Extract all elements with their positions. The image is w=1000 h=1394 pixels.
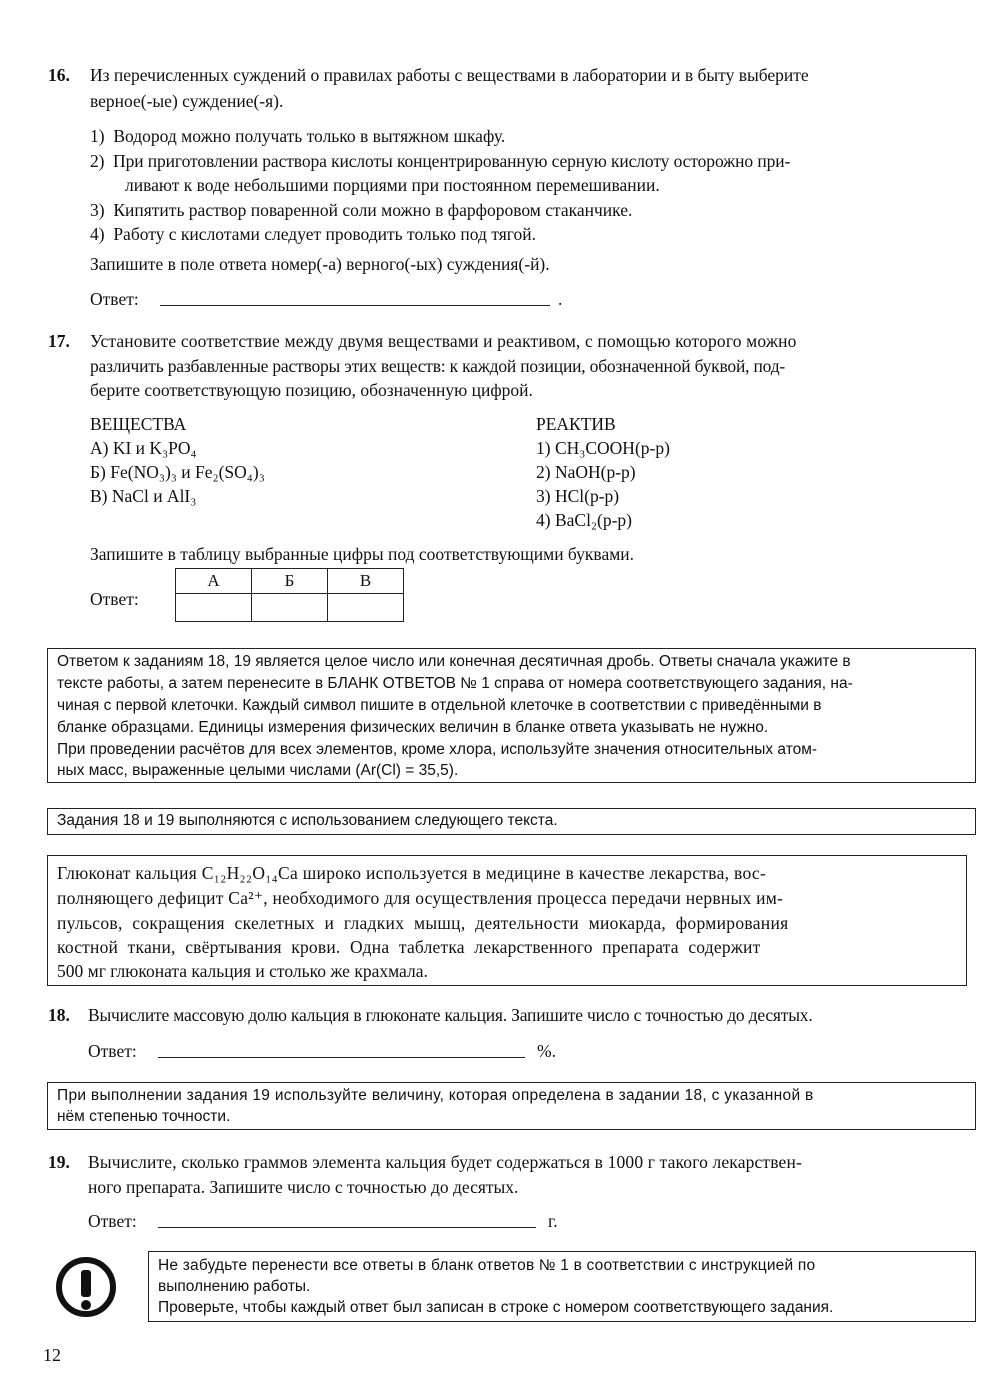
- q17-table-header-a: А: [176, 569, 252, 594]
- q19-answer-suffix: г.: [548, 1211, 558, 1231]
- q17-stem-line-1: Установите соответствие между двумя веществами и реактивом, с помощью которого можно: [90, 331, 797, 351]
- q16-option-1: 1) Водород можно получать только в вытяжном шкафу.: [90, 126, 506, 146]
- q17-stem-line-3: берите соответствующую позицию, обозначенную цифрой.: [90, 380, 533, 400]
- q17-reagents-header: РЕАКТИВ: [536, 414, 616, 434]
- q19-answer-field[interactable]: [158, 1227, 536, 1228]
- q17-substance-a: А) KI и K₃PO₄: [90, 438, 197, 458]
- q17-answer-cell-b[interactable]: [252, 594, 328, 622]
- q19-stem-line-2: ного препарата. Запишите число с точностью до десятых.: [88, 1177, 519, 1197]
- q18-stem: Вычислите массовую долю кальция в глюконате кальция. Запишите число с точностью до десятых.: [88, 1005, 813, 1025]
- q17-substance-b: Б) Fe(NO₃)₃ и Fe₂(SO₄)₃: [90, 462, 265, 482]
- q16-option-4: 4) Работу с кислотами следует проводить только под тягой.: [90, 224, 537, 244]
- q17-number: 17.: [48, 331, 70, 351]
- page-number: 12: [43, 1345, 61, 1365]
- info-box-3-line-2: нём степенью точности.: [57, 1108, 231, 1125]
- reminder-line-2: выполнению работы.: [158, 1278, 311, 1295]
- text-box-line-1: Глюконат кальция C₁₂H₂₂O₁₄Ca широко используется в медицине в качестве лекарства, вос-: [57, 863, 767, 883]
- q17-stem-line-2: различить разбавленные растворы этих веществ: к каждой позиции, обозначенной буквой, под-: [90, 356, 786, 376]
- q17-answer-cell-a[interactable]: [176, 594, 252, 622]
- reminder-line-3: Проверьте, чтобы каждый ответ был записан в строке с номером соответствующего задания.: [158, 1299, 834, 1316]
- reminder-line-1: Не забудьте перенести все ответы в бланк ответов № 1 в соответствии с инструкцией по: [158, 1257, 816, 1274]
- q16-answer-suffix: .: [558, 289, 563, 309]
- q16-option-2: 2) При приготовлении раствора кислоты концентрированную серную кислоту осторожно при-: [90, 151, 791, 171]
- text-box-line-4: костной ткани, свёртывания крови. Одна таблетка лекарственного препарата содержит: [57, 937, 761, 957]
- text-box-line-3: пульсов, сокращения скелетных и гладких мышц, деятельности миокарда, формирования: [57, 913, 789, 933]
- q18-answer-suffix: %.: [537, 1041, 556, 1061]
- q16-stem-line-2: верное(-ые) суждение(-я).: [90, 91, 284, 111]
- info-box-1-line-5: При проведении расчётов для всех элементов, кроме хлора, используйте значения относительных атом-: [57, 741, 818, 758]
- info-box-2-text: Задания 18 и 19 выполняются с использованием следующего текста.: [57, 812, 558, 829]
- q17-reagent-4: 4) BaCl₂(р-р): [536, 510, 633, 530]
- text-box-line-5: 500 мг глюконата кальция и столько же крахмала.: [57, 961, 428, 981]
- q17-table-header-b: Б: [252, 569, 328, 594]
- q18-answer-field[interactable]: [158, 1057, 525, 1058]
- q17-substances-header: ВЕЩЕСТВА: [90, 414, 187, 434]
- info-box-3-line-1: При выполнении задания 19 используйте величину, которая определена в задании 18, с указанной в: [57, 1087, 814, 1104]
- q16-option-2-cont: ливают к воде небольшими порциями при постоянном перемешивании.: [90, 175, 660, 195]
- q17-table-header-v: В: [328, 569, 404, 594]
- q17-substance-v: В) NaCl и AlI₃: [90, 486, 197, 506]
- q17-answer-label: Ответ:: [90, 589, 139, 609]
- q16-number: 16.: [48, 65, 70, 85]
- q18-number: 18.: [48, 1005, 70, 1025]
- q19-stem-line-1: Вычислите, сколько граммов элемента кальция будет содержаться в 1000 г такого лекарствен-: [88, 1152, 802, 1172]
- info-box-1-line-2: тексте работы, а затем перенесите в БЛАНК ОТВЕТОВ № 1 справа от номера соответствующего задания, на-: [57, 675, 853, 692]
- q19-number: 19.: [48, 1152, 70, 1172]
- info-box-1-line-4: бланке образцами. Единицы измерения физических величин в бланке ответа указывать не нужно.: [57, 719, 769, 736]
- q17-reagent-3: 3) HCl(р-р): [536, 486, 620, 506]
- q17-reagent-2: 2) NaOH(р-р): [536, 462, 636, 482]
- q17-answer-cell-v[interactable]: [328, 594, 404, 622]
- q16-option-3: 3) Кипятить раствор поваренной соли можно в фарфоровом стаканчике.: [90, 200, 633, 220]
- q17-answer-table: [175, 568, 404, 622]
- q16-answer-field[interactable]: [160, 305, 550, 306]
- q17-reagent-1: 1) CH₃COOH(р-р): [536, 438, 670, 458]
- q16-instruction: Запишите в поле ответа номер(-а) верного(-ых) суждения(-й).: [90, 254, 550, 274]
- info-box-1-line-6: ных масс, выраженные целыми числами (Ar(Cl) = 35,5).: [57, 762, 459, 779]
- q17-instruction: Запишите в таблицу выбранные цифры под соответствующими буквами.: [90, 544, 635, 564]
- q18-answer-label: Ответ:: [88, 1041, 137, 1061]
- q16-stem-line-1: Из перечисленных суждений о правилах работы с веществами в лаборатории и в быту выберите: [90, 65, 809, 85]
- q16-answer-label: Ответ:: [90, 289, 139, 309]
- info-box-1-line-1: Ответом к заданиям 18, 19 является целое число или конечная десятичная дробь. Ответы сначала укажите в: [57, 653, 851, 670]
- q19-answer-label: Ответ:: [88, 1211, 137, 1231]
- info-box-1-line-3: чиная с первой клеточки. Каждый символ пишите в отдельной клеточке в соответствии с приведёнными в: [57, 697, 822, 714]
- exclamation-icon: [56, 1257, 116, 1317]
- text-box-line-2: полняющего дефицит Ca²⁺, необходимого для осуществления процесса передачи нервных им-: [57, 888, 784, 908]
